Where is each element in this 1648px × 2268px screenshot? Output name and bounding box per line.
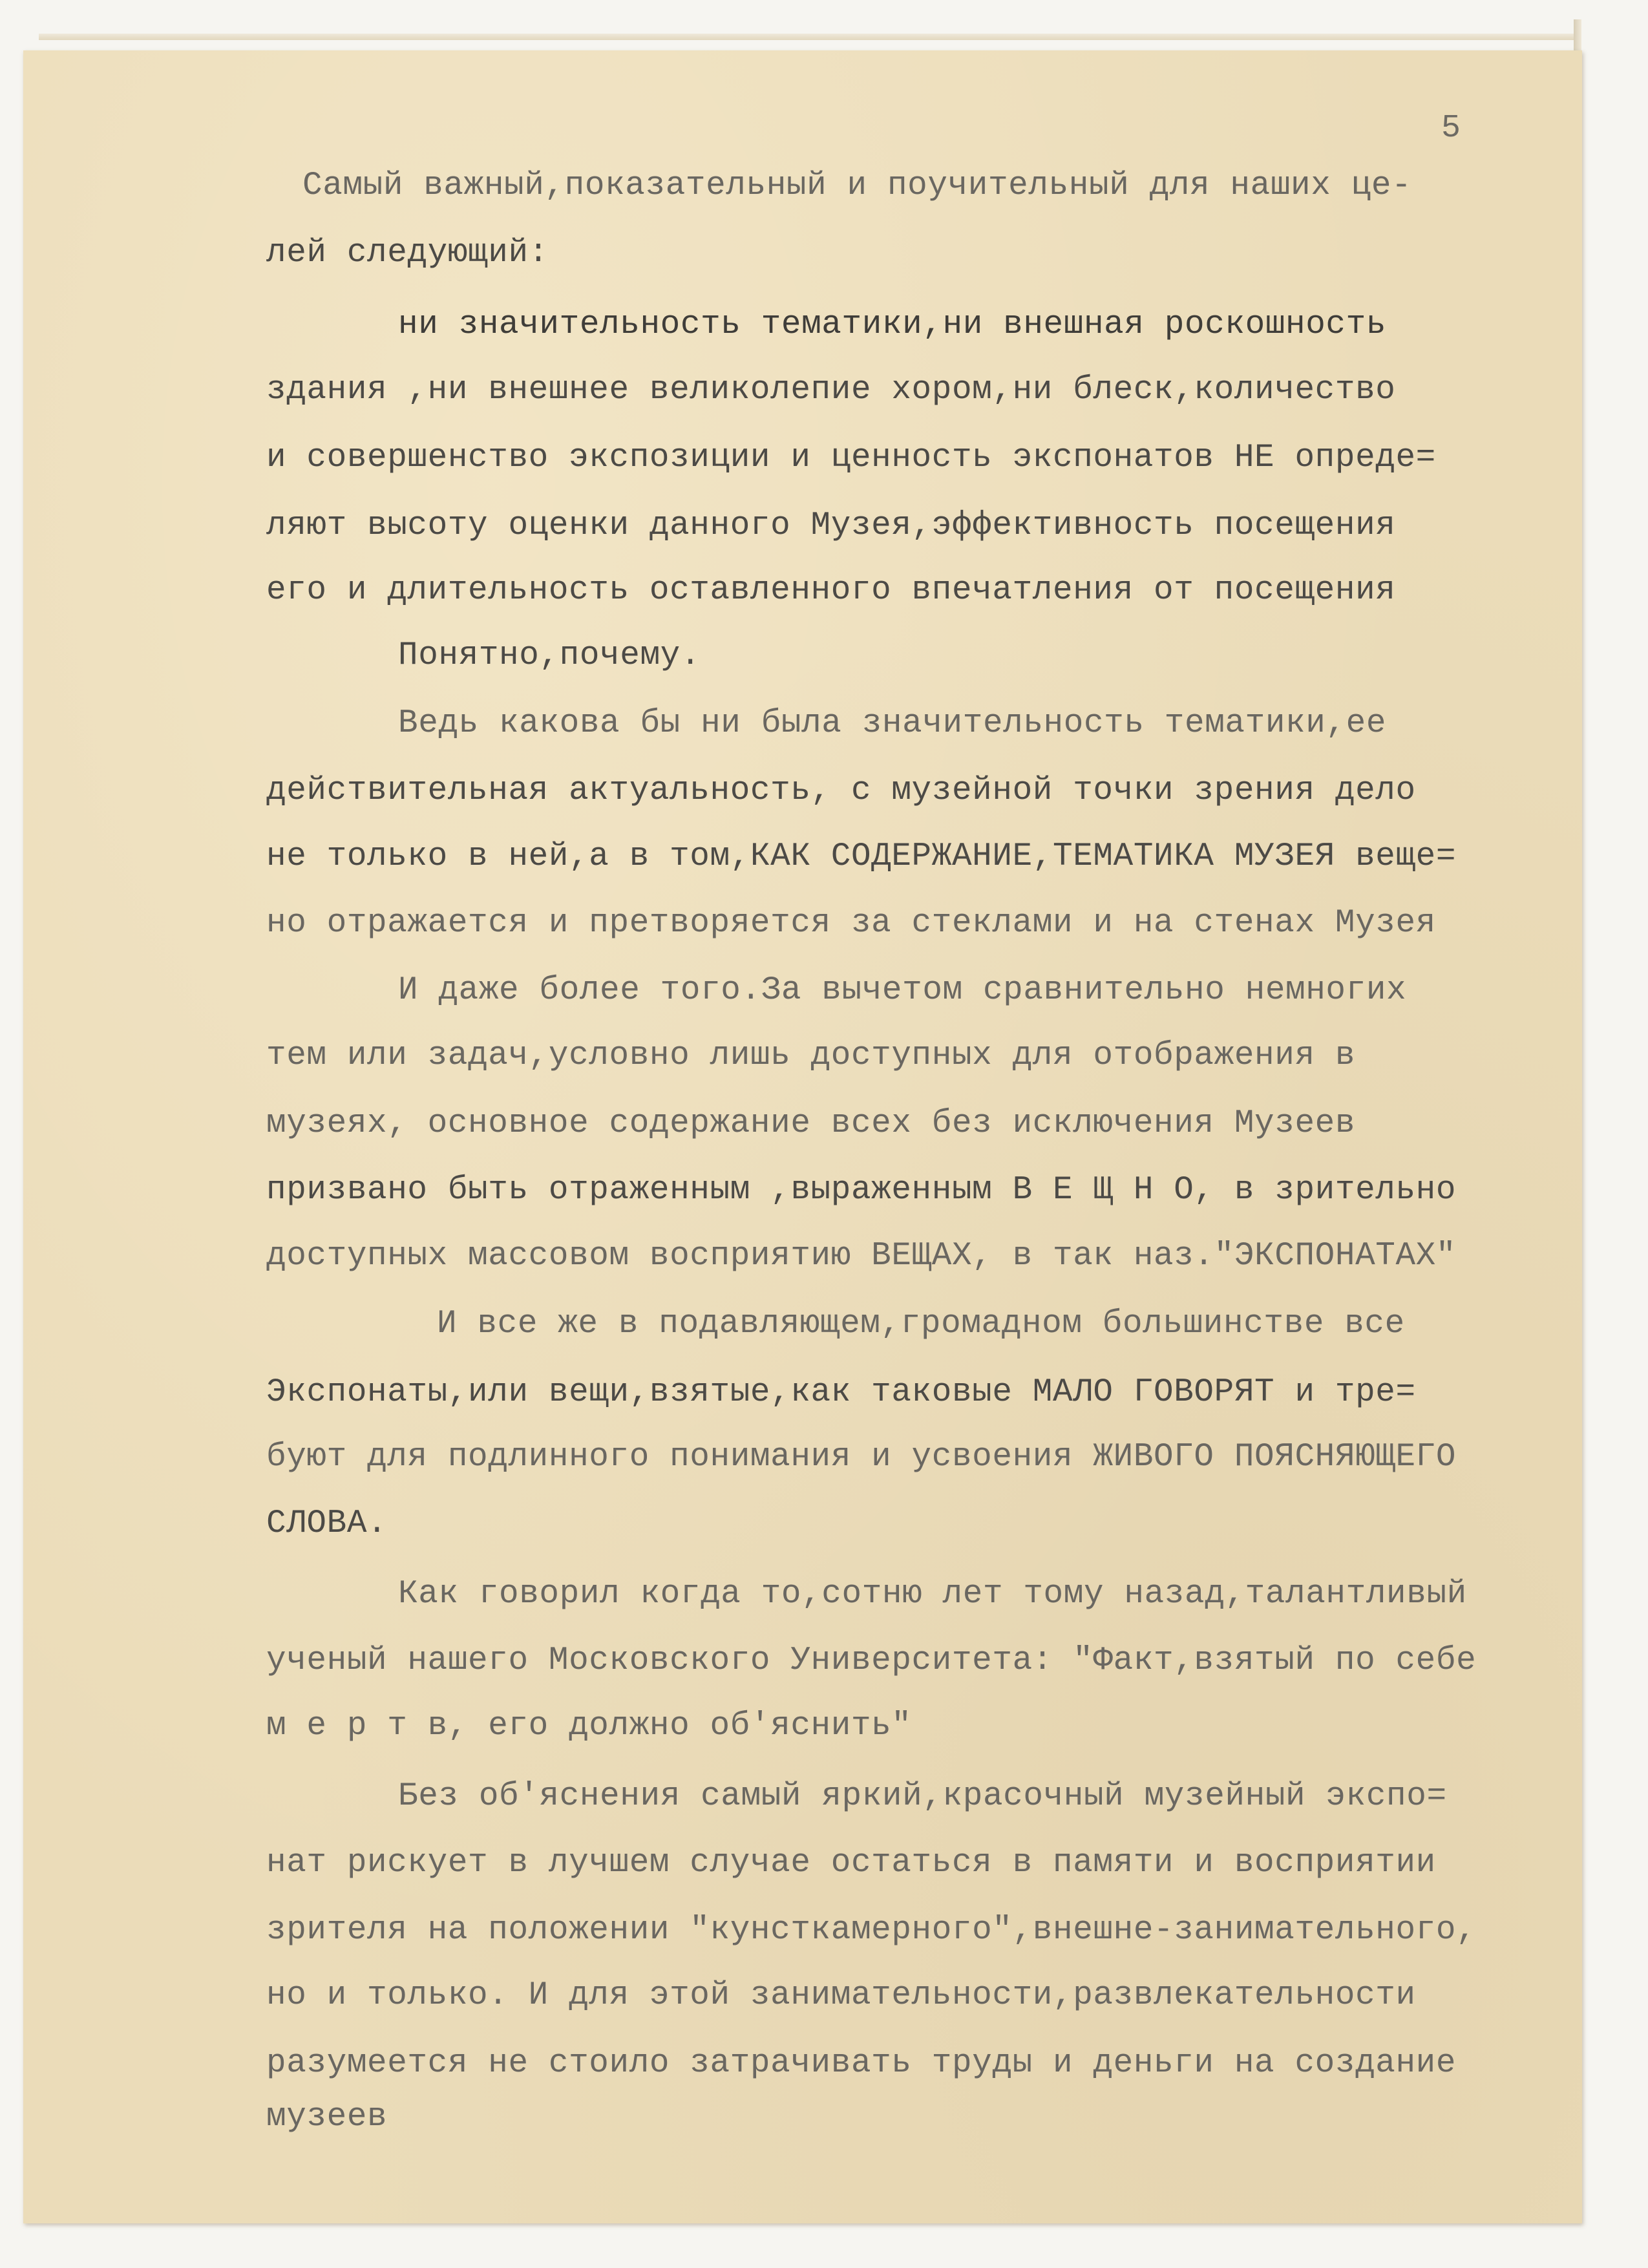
text-line: м е р т в, его должно об'яснить" <box>266 1708 912 1744</box>
text-line: не только в ней,а в том,КАК СОДЕРЖАНИЕ,ТЕМАТИКА МУЗЕЯ веще= <box>266 838 1457 875</box>
text-line: призвано быть отраженным ,выраженным В Е Щ Н О, в зрительно <box>266 1172 1457 1209</box>
text-line: музеях, основное содержание всех без исключения Музеев <box>266 1105 1356 1142</box>
text-line: Самый важный,показательный и поучительный для наших це- <box>302 167 1412 204</box>
text-line: здания ,ни внешнее великолепие хором,ни блеск,количество <box>266 372 1396 408</box>
text-line: но отражается и претворяется за стеклами и на стенах Музея <box>266 905 1436 942</box>
text-line: лей следующий: <box>266 235 549 271</box>
text-line: его и длительность оставленного впечатления от посещения <box>266 572 1396 609</box>
text-line: Ведь какова бы ни была значительность тематики,ее <box>398 705 1387 742</box>
text-line: зрителя на положении "кунсткамерного",внешне-занимательного, <box>266 1912 1477 1949</box>
text-line: Без об'яснения самый яркий,красочный музейный экспо= <box>398 1778 1447 1815</box>
text-line: музеев <box>266 2099 388 2136</box>
page-number: 5 <box>1441 110 1461 147</box>
text-line: разумеется не стоило затрачивать труды и деньги на создание <box>266 2045 1457 2082</box>
text-line: Как говорил когда то,сотню лет тому назад,талантливый <box>398 1576 1467 1613</box>
text-line: буют для подлинного понимания и усвоения ЖИВОГО ПОЯСНЯЮЩЕГО <box>266 1439 1457 1476</box>
text-line: И даже более того.За вычетом сравнительно немногих <box>398 972 1407 1009</box>
text-line: И все же в подавляющем,громадном большинстве все <box>437 1306 1405 1342</box>
text-line: действительная актуальность, с музейной точки зрения дело <box>266 772 1416 809</box>
text-line: СЛОВА. <box>266 1505 388 1542</box>
text-line: но и только. И для этой занимательности,развлекательности <box>266 1977 1416 2014</box>
text-line: ни значительность тематики,ни внешная роскошность <box>398 306 1387 343</box>
text-line: доступных массовом восприятию ВЕЩАХ, в так наз."ЭКСПОНАТАХ" <box>266 1238 1457 1275</box>
text-line: Экспонаты,или вещи,взятые,как таковые МАЛО ГОВОРЯТ и тре= <box>266 1374 1416 1411</box>
text-line: ученый нашего Московского Университета: "Факт,взятый по себе <box>266 1642 1477 1679</box>
text-line: Понятно,почему. <box>398 637 701 674</box>
text-line: ляют высоту оценки данного Музея,эффективность посещения <box>266 507 1396 544</box>
text-line: тем или задач,условно лишь доступных для отображения в <box>266 1037 1356 1074</box>
text-line: и совершенство экспозиции и ценность экспонатов НЕ опреде= <box>266 440 1436 476</box>
text-line: нат рискует в лучшем случае остаться в памяти и восприятии <box>266 1845 1436 1881</box>
